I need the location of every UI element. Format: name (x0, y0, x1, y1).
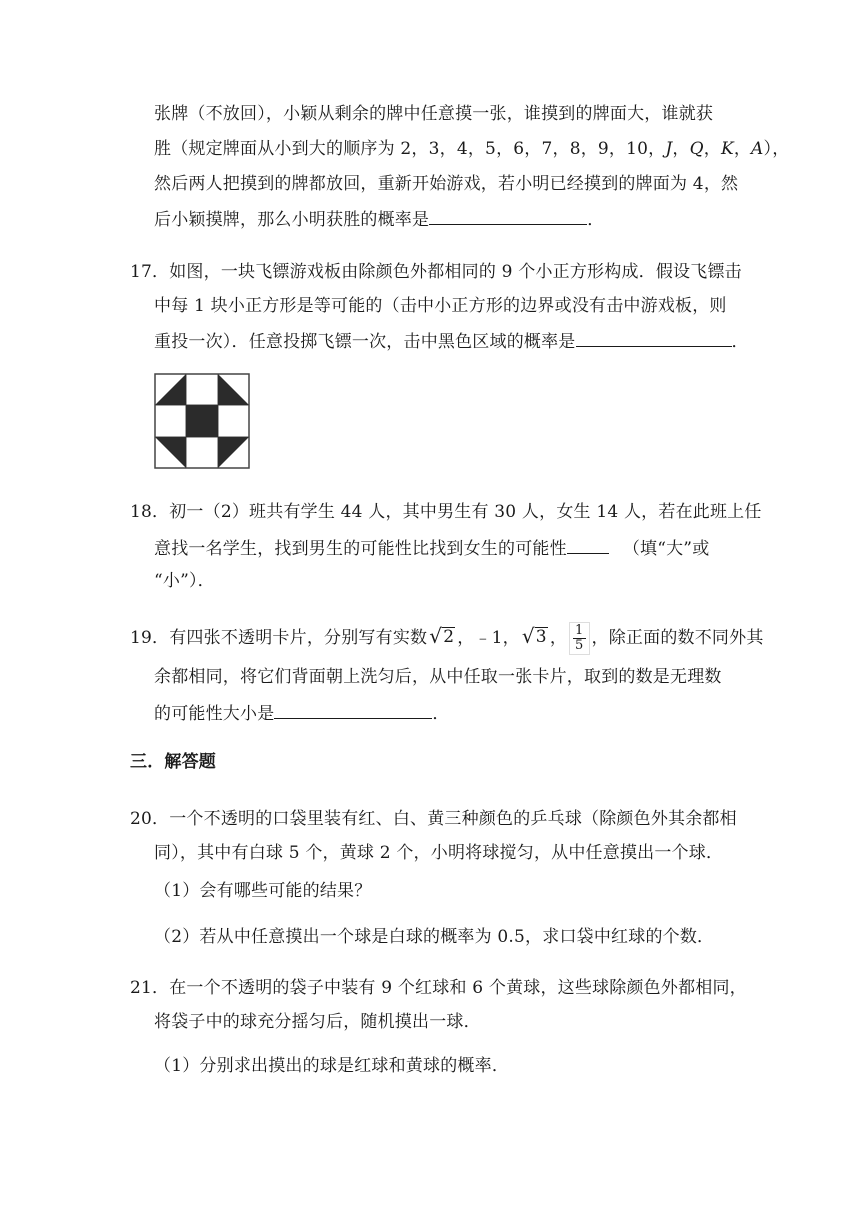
q18-text-2: 意找一名学生，找到男生的可能性比找到女生的可能性 (154, 539, 567, 559)
q20-text-1: 20．一个不透明的口袋里装有红、白、黄三种颜色的乒乓球（除颜色外其余都相 (130, 809, 737, 829)
q16-text-1: 张牌（不放回），小颖从剩余的牌中任意摸一张，谁摸到的牌面大，谁就获 (154, 104, 714, 124)
q21-line-1 (130, 976, 747, 1000)
q20-part-1-text: （1）会有哪些可能的结果？ (154, 881, 372, 901)
q16-line-1 (154, 102, 713, 126)
q18-hint: （填“大”或 (622, 539, 710, 559)
q21-line-2 (154, 1010, 481, 1034)
q17-line-2 (154, 294, 727, 318)
q18-line-1 (130, 500, 762, 524)
q17-text-2: 中每 1 块小正方形是等可能的（击中小正方形的边界或没有击中游戏板，则 (154, 296, 727, 316)
q21-text-1: 21．在一个不透明的袋子中装有 9 个红球和 6 个黄球，这些球除颜色外都相同， (130, 978, 747, 998)
card-j: J (665, 139, 673, 159)
q19-answer-blank[interactable] (274, 700, 432, 719)
q19-sep-2: ， (549, 628, 568, 648)
q16-text-3: 然后两人把摸到的牌都放回，重新开始游戏，若小明已经摸到的牌面为 4，然 (154, 174, 739, 194)
q16-line-3 (154, 172, 738, 196)
q19-text-1a: 19．有四张不透明卡片，分别写有实数 (130, 628, 428, 648)
q19-period: ． (432, 704, 450, 724)
q16-answer-blank[interactable] (429, 206, 587, 225)
q19-text-2: 余都相同，将它们背面朝上洗匀后，从中任取一张卡片，取到的数是无理数 (154, 667, 722, 687)
q18-line-3 (154, 569, 215, 593)
q17-text-3: 重投一次）．任意投掷飞镖一次，击中黑色区域的概率是 (154, 332, 576, 352)
q19-sep-1: ，﹣1， (457, 628, 520, 648)
q16-period: ． (587, 210, 605, 230)
q21-text-2: 将袋子中的球充分摇匀后，随机摸出一球． (154, 1012, 481, 1032)
q19-line-1 (130, 622, 764, 655)
dartboard-figure (154, 373, 250, 469)
q19-line-2 (154, 665, 722, 689)
q18-text-1: 18．初一（2）班共有学生 44 人，其中男生有 30 人，女生 14 人，若在此班上任 (130, 502, 762, 522)
card-q: Q (689, 139, 704, 159)
q20-part-2-text: （2）若从中任意摸出一个球是白球的概率为 0.5，求口袋中红球的个数． (154, 927, 715, 947)
fraction-one-fifth: $\frac{1}{5}$ (569, 622, 589, 655)
q19-text-3: 的可能性大小是 (154, 704, 275, 724)
q20-text-2: 同），其中有白球 5 个，黄球 2 个，小明将球搅匀，从中任意摸出一个球． (154, 843, 724, 863)
q21-part-1 (154, 1054, 509, 1078)
q19-text-1b: ，除正面的数不同外其 (591, 628, 764, 648)
q18-answer-blank[interactable] (567, 535, 609, 554)
q20-part-1 (154, 879, 371, 903)
q16-text-2a: 胜（规定牌面从小到大的顺序为 2，3，4，5，6，7，8，9，10， (154, 139, 666, 159)
q18-line-2 (154, 535, 709, 561)
sqrt-3: √ 3 (521, 624, 547, 648)
q16-line-4 (154, 206, 604, 232)
q17-answer-blank[interactable] (576, 328, 732, 347)
q18-text-3: “小”）． (154, 571, 215, 591)
q20-line-1 (130, 807, 737, 831)
q20-line-2 (154, 841, 723, 865)
q17-text-1: 17．如图，一块飞镖游戏板由除颜色外都相同的 9 个小正方形构成．假设飞镖击 (130, 262, 742, 282)
q16-line-2: 胜（规定牌面从小到大的顺序为 2，3，4，5，6，7，8，9，10，J，Q，K，A）， (154, 139, 790, 159)
q16-text-4: 后小颖摸牌，那么小明获胜的概率是 (154, 210, 430, 230)
q19-line-3 (154, 700, 450, 726)
q21-part-1-text: （1）分别求出摸出的球是红球和黄球的概率． (154, 1056, 510, 1076)
q17-line-3 (154, 328, 749, 354)
q20-part-2 (154, 925, 714, 949)
sqrt-2: √ 2 (429, 624, 455, 648)
q16-text-2b: ）， (763, 139, 790, 159)
card-k: K (720, 139, 734, 159)
q17-period: ． (731, 332, 749, 352)
black-center-square (186, 405, 218, 437)
card-a: A (751, 139, 764, 159)
q17-line-1 (130, 260, 742, 284)
section-heading: 三．解答题 (130, 752, 216, 772)
